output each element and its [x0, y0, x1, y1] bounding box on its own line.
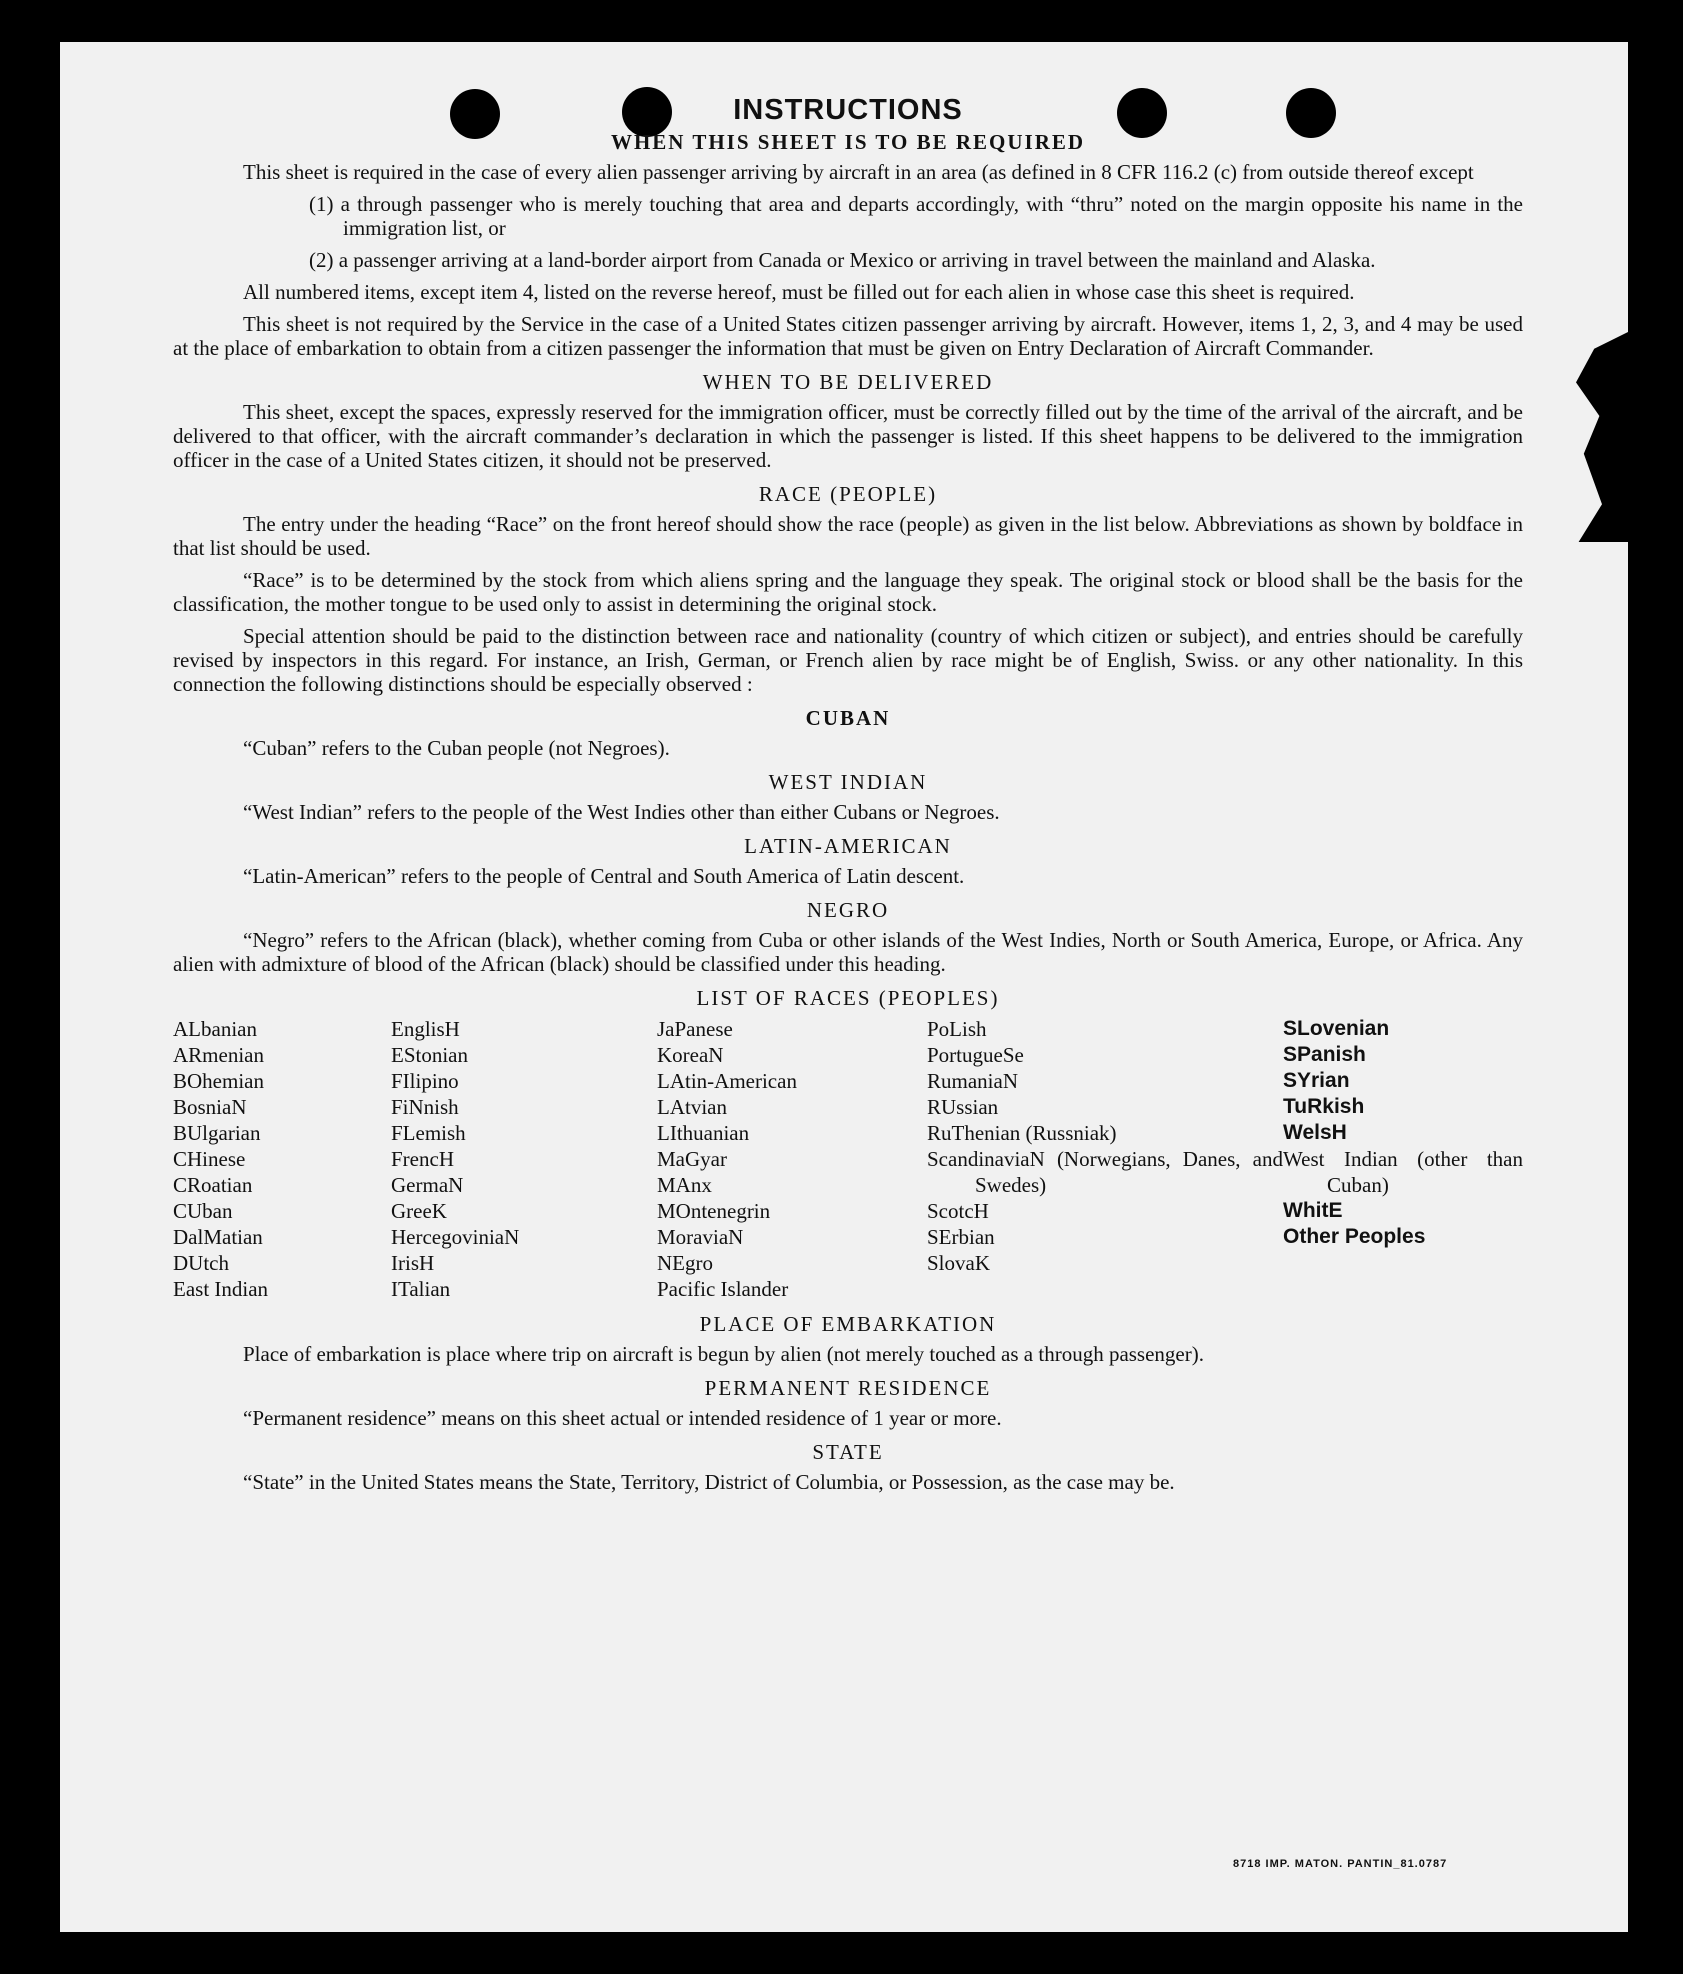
- race-entry: WhitE: [1283, 1199, 1343, 1222]
- heading-races-list: LIST OF RACES (PEOPLES): [696, 986, 1000, 1010]
- race-entry: ALbanian: [173, 1017, 257, 1041]
- race-entry: KoreaN: [657, 1043, 724, 1067]
- races-column-2: [391, 1016, 657, 1302]
- race-entry: RumaniaN: [927, 1069, 1018, 1093]
- heading-required: WHEN THIS SHEET IS TO BE REQUIRED: [610, 130, 1086, 154]
- race-entry: GermaN: [391, 1173, 464, 1197]
- race-entry: SLovenian: [1283, 1017, 1390, 1040]
- race-entry: SPanish: [1283, 1043, 1366, 1066]
- race-entry: PoLish: [927, 1017, 987, 1041]
- race-entry: SlovaK: [927, 1251, 990, 1275]
- race-entry: LAtin-American: [657, 1069, 797, 1093]
- race-para-3: Special attention should be paid to the distinction between race and nationality (country of which citizen or subject), and entries should be carefully revised by inspectors in this regard. For instance, an Irish, German, or French alien by race might be of English, Swiss. or any other nationality. In this connection the following distinctions should be especially observed :: [173, 624, 1523, 696]
- heading-embarkation: PLACE OF EMBARKATION: [699, 1312, 997, 1336]
- race-entry: BosniaN: [173, 1095, 247, 1119]
- race-entry: IrisH: [391, 1251, 435, 1275]
- required-para-2: All numbered items, except item 4, listed on the reverse hereof, must be filled out for each alien in whose case this sheet is required.: [243, 280, 1355, 304]
- heading-residence: PERMANENT RESIDENCE: [704, 1376, 992, 1400]
- heading-race: RACE (PEOPLE): [758, 482, 938, 506]
- race-entry: GreeK: [391, 1199, 447, 1223]
- west-indian-text: “West Indian” refers to the people of the West Indies other than either Cubans or Negroes.: [243, 800, 1000, 824]
- negro-text: “Negro” refers to the African (black), whether coming from Cuba or other islands of the West Indies, North or South America, Europe, or Africa. Any alien with admixture of blood of the African (black) should be classified under this heading.: [173, 928, 1523, 976]
- race-entry: HercegoviniaN: [391, 1225, 520, 1249]
- race-entry: Other Peoples: [1283, 1225, 1426, 1248]
- race-entry: East Indian: [173, 1277, 269, 1301]
- race-entry: FLemish: [391, 1121, 466, 1145]
- instructions-content: [173, 94, 1523, 1502]
- race-para-2: “Race” is to be determined by the stock from which aliens spring and the language they speak. The original stock or blood shall be the basis for the classification, the mother tongue to be used only to assist in determining the original stock.: [173, 568, 1523, 616]
- race-entry: CUban: [173, 1199, 233, 1223]
- cuban-text: “Cuban” refers to the Cuban people (not Negroes).: [243, 736, 670, 760]
- heading-negro: NEGRO: [806, 898, 890, 922]
- race-entry: CHinese: [173, 1147, 246, 1171]
- race-entry: LAtvian: [657, 1095, 727, 1119]
- race-entry: MAnx: [657, 1173, 712, 1197]
- race-entry: EnglisH: [391, 1017, 460, 1041]
- race-entry: EStonian: [391, 1043, 468, 1067]
- race-entry: SErbian: [927, 1225, 995, 1249]
- race-entry: PortugueSe: [927, 1043, 1024, 1067]
- race-entry: ScotcH: [927, 1199, 989, 1223]
- race-entry: ITalian: [391, 1277, 451, 1301]
- races-column-4: [927, 1016, 1283, 1302]
- residence-text: “Permanent residence” means on this sheet actual or intended residence of 1 year or more.: [243, 1406, 1002, 1430]
- heading-state: STATE: [812, 1440, 884, 1464]
- race-entry: MoraviaN: [657, 1225, 744, 1249]
- races-column-3: [657, 1016, 927, 1302]
- heading-cuban: CUBAN: [805, 706, 891, 730]
- required-item-2: (2) a passenger arriving at a land-border airport from Canada or Mexico or arriving in travel between the mainland and Alaska.: [309, 248, 1376, 272]
- race-entry: BUlgarian: [173, 1121, 261, 1145]
- race-entry: BOhemian: [173, 1069, 264, 1093]
- race-entry: DUtch: [173, 1251, 229, 1275]
- races-column-1: [173, 1016, 391, 1302]
- race-entry: DalMatian: [173, 1225, 263, 1249]
- delivered-text: This sheet, except the spaces, expressly reserved for the immigration officer, must be correctly filled out by the time of the arrival of the aircraft, and be delivered to that officer, with the aircraft commander’s declaration in which the passenger is listed. If this sheet happens to be delivered to the immigration officer in the case of a United States citizen, it should not be preserved.: [173, 400, 1523, 472]
- races-list: [173, 1016, 1523, 1302]
- required-intro: This sheet is required in the case of every alien passenger arriving by aircraft in an area (as defined in 8 CFR 116.2 (c) from outside thereof except: [243, 160, 1474, 184]
- race-entry: LIthuanian: [657, 1121, 750, 1145]
- race-entry: JaPanese: [657, 1017, 733, 1041]
- required-item-1: (1) a through passenger who is merely touching that area and departs accordingly, with “thru” noted on the margin opposite his name in the immigration list, or: [309, 192, 1523, 240]
- race-entry: NEgro: [657, 1251, 713, 1275]
- race-entry: MaGyar: [657, 1147, 727, 1171]
- race-entry: FrencH: [391, 1147, 454, 1171]
- heading-delivered: WHEN TO BE DELIVERED: [702, 370, 994, 394]
- heading-latin-american: LATIN-AMERICAN: [744, 834, 952, 858]
- embarkation-text: Place of embarkation is place where trip on aircraft is begun by alien (not merely touched as a through passenger).: [243, 1342, 1204, 1366]
- race-entry: FIlipino: [391, 1069, 459, 1093]
- page-title: INSTRUCTIONS: [733, 94, 963, 126]
- state-text: “State” in the United States means the State, Territory, District of Columbia, or Possession, as the case may be.: [243, 1470, 1175, 1494]
- race-entry: TuRkish: [1283, 1095, 1365, 1118]
- race-entry: CRoatian: [173, 1173, 253, 1197]
- race-entry: ARmenian: [173, 1043, 264, 1067]
- race-entry: ScandinaviaN (Norwegians, Danes, and Swedes): [927, 1147, 1283, 1197]
- race-para-1: The entry under the heading “Race” on the front hereof should show the race (people) as given in the list below. Abbreviations as shown by boldface in that list should be used.: [173, 512, 1523, 560]
- races-column-5: [1283, 1016, 1523, 1302]
- latin-american-text: “Latin-American” refers to the people of Central and South America of Latin descent.: [243, 864, 965, 888]
- race-entry: FiNnish: [391, 1095, 459, 1119]
- race-entry: Pacific Islander: [657, 1277, 789, 1301]
- required-para-3: This sheet is not required by the Service in the case of a United States citizen passenger arriving by aircraft. However, items 1, 2, 3, and 4 may be used at the place of embarkation to obtain from a citizen passenger the information that must be given on Entry Declaration of Aircraft Commander.: [173, 312, 1523, 360]
- race-entry: RUssian: [927, 1095, 999, 1119]
- race-entry: MOntenegrin: [657, 1199, 771, 1223]
- race-entry: WelsH: [1283, 1121, 1347, 1144]
- race-entry: SYrian: [1283, 1069, 1350, 1092]
- race-entry: RuThenian (Russniak): [927, 1121, 1117, 1145]
- printer-imprint: 8718 IMP. MATON. PANTIN_81.0787: [1233, 1858, 1448, 1870]
- race-entry: West Indian (other than Cuban): [1283, 1147, 1523, 1197]
- heading-west-indian: WEST INDIAN: [768, 770, 928, 794]
